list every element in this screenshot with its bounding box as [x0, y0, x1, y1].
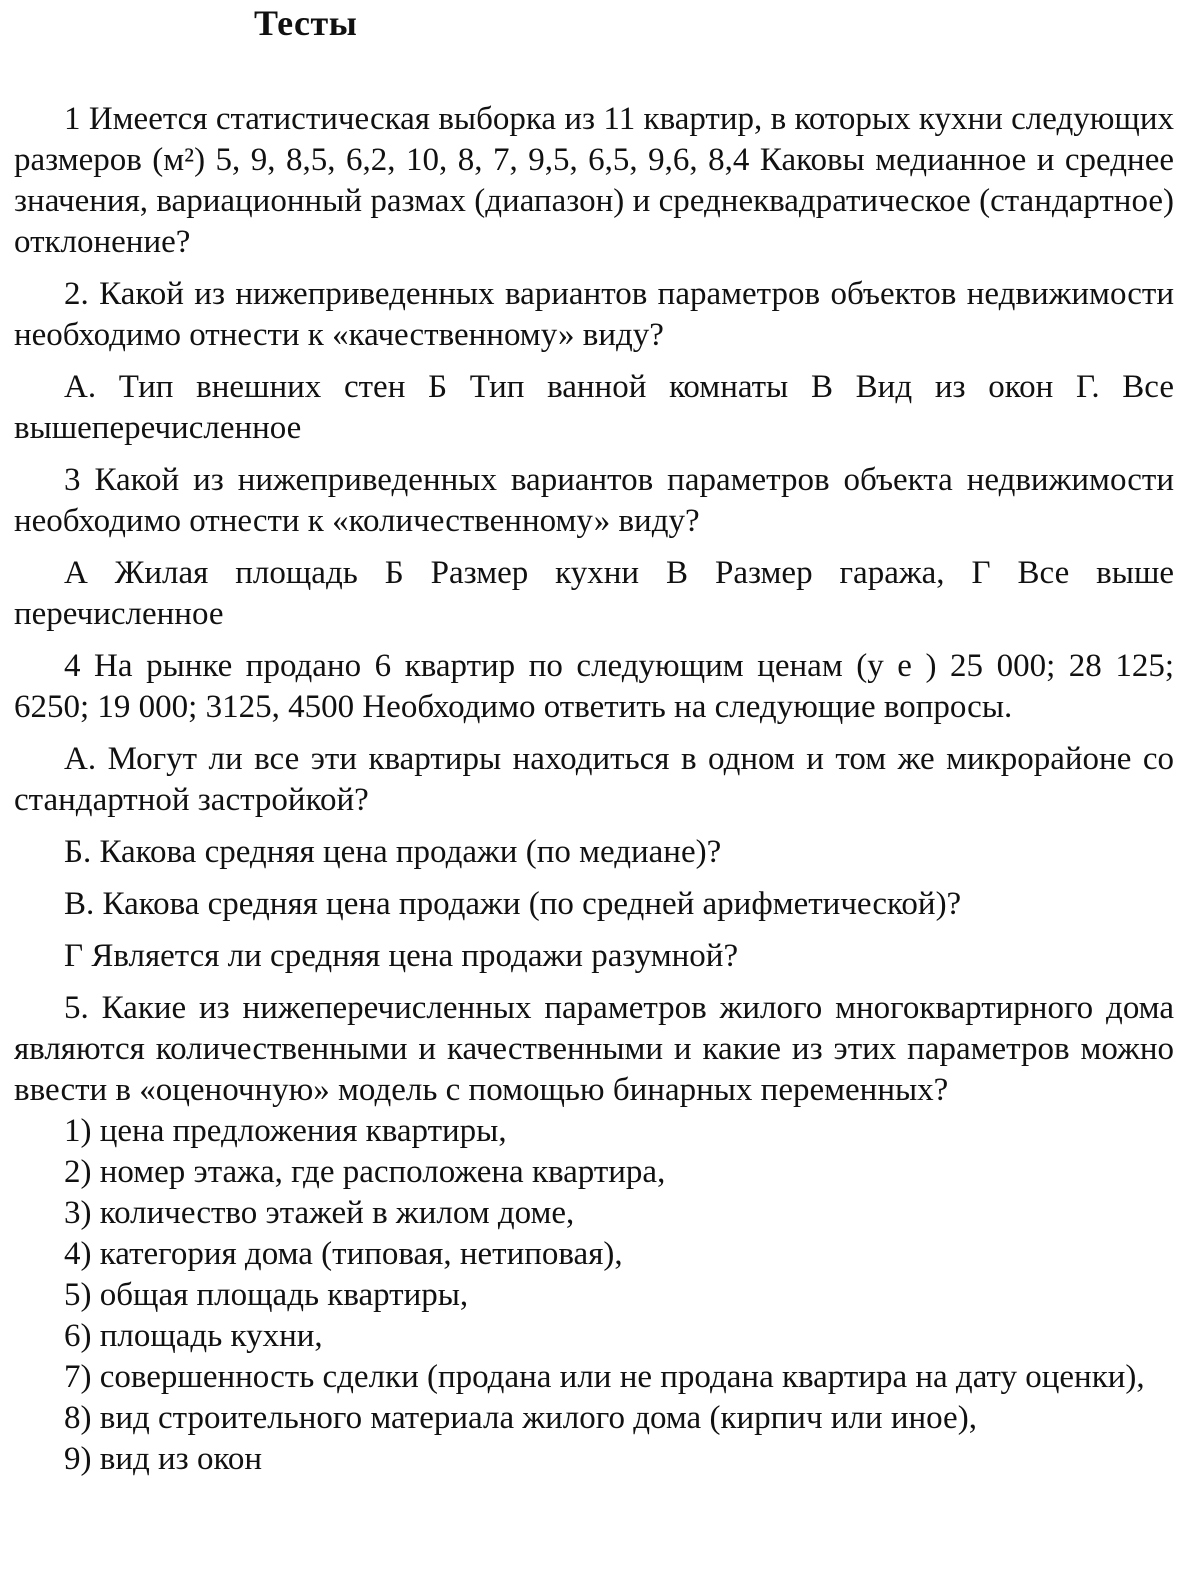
question-3: 3 Какой из нижеприведенных вариантов параметров объекта недвижимости необходимо отнести к «количественному» виду?: [14, 462, 1174, 539]
question-2: 2. Какой из нижеприведенных вариантов параметров объектов недвижимости необходимо отнести к «качественному» виду?: [14, 276, 1174, 353]
document-body: [14, 99, 1174, 1480]
list-item: 2) номер этажа, где расположена квартира,: [64, 1154, 666, 1190]
question-2-options: А. Тип внешних стен Б Тип ванной комнаты В Вид из окон Г. Все вышеперечисленное: [14, 369, 1174, 446]
question-4-item-g: Г Является ли средняя цена продажи разумной?: [64, 938, 739, 974]
list-item: 5) общая площадь квартиры,: [64, 1277, 469, 1313]
question-4-item-a: А. Могут ли все эти квартиры находиться в одном и том же микрорайоне со стандартной застройкой?: [14, 741, 1174, 818]
list-item: 9) вид из окон: [64, 1441, 262, 1477]
list-item: 6) площадь кухни,: [64, 1318, 323, 1354]
question-4-item-b: Б. Какова средняя цена продажи (по медиане)?: [64, 834, 722, 870]
question-5: 5. Какие из нижеперечисленных параметров жилого многоквартирного дома являются количественными и качественными и какие из этих параметров можно ввести в «оценочную» модель с помощью бинарных переменных?: [14, 990, 1174, 1108]
list-item: 1) цена предложения квартиры,: [64, 1113, 507, 1149]
question-4-item-v: В. Какова средняя цена продажи (по средней арифметической)?: [64, 886, 962, 922]
question-4: 4 На рынке продано 6 квартир по следующим ценам (у е ) 25 000; 28 125; 6250; 19 000; 3125, 4500 Необходимо ответить на следующие вопросы.: [14, 648, 1174, 725]
parameter-list: [14, 1111, 1174, 1480]
list-item: 8) вид строительного материала жилого дома (кирпич или иное),: [64, 1400, 977, 1436]
list-item: 3) количество этажей в жилом доме,: [64, 1195, 575, 1231]
question-1: 1 Имеется статистическая выборка из 11 квартир, в которых кухни следующих размеров (м²) 5, 9, 8,5, 6,2, 10, 8, 7, 9,5, 6,5, 9,6, 8,4 Каковы медианное и среднее значения, вариационный размах (диапазон) и среднеквадратическое (стандартное) отклонение?: [14, 101, 1174, 260]
page-title: Тесты: [254, 3, 358, 43]
list-item: 4) категория дома (типовая, нетиповая),: [64, 1236, 623, 1272]
question-3-options: А Жилая площадь Б Размер кухни В Размер гаража, Г Все выше перечисленное: [14, 555, 1174, 632]
list-item: 7) совершенность сделки (продана или не продана квартира на дату оценки),: [64, 1359, 1145, 1395]
